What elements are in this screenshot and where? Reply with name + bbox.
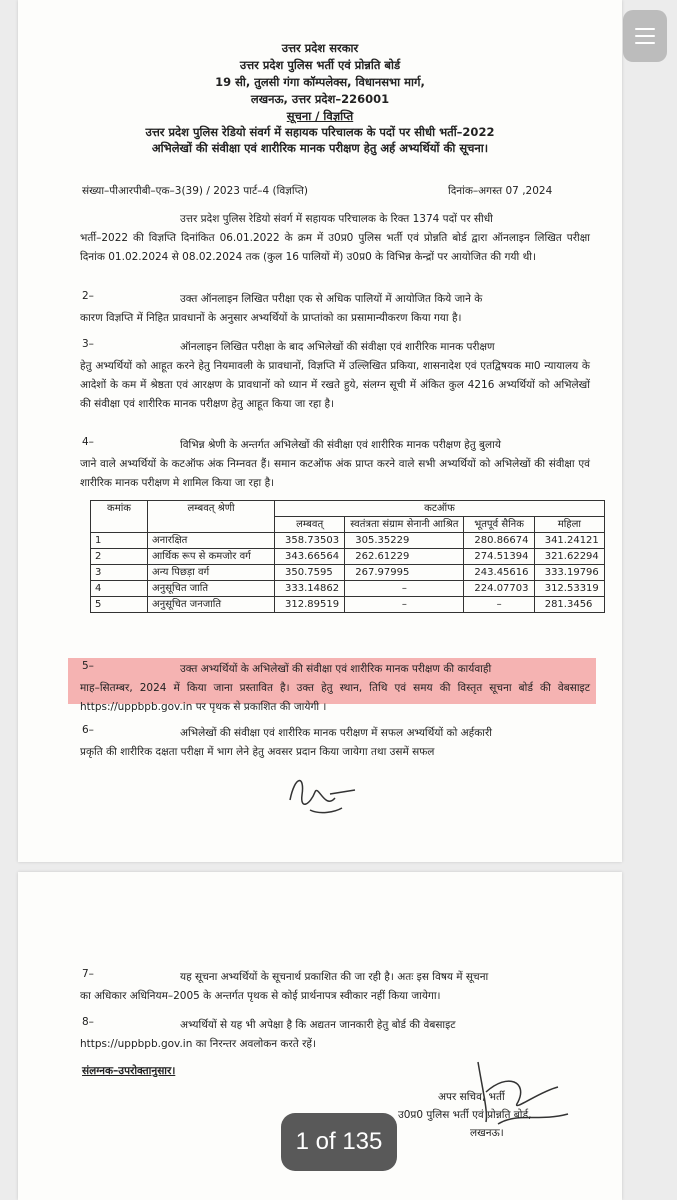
paragraph-7 (80, 968, 590, 1006)
menu-icon (635, 28, 655, 30)
row-category: अन्य पिछड़ा वर्ग (148, 565, 275, 581)
cutoff-value: 243.45616 (464, 565, 534, 581)
header-government: उत्तर प्रदेश सरकार (281, 41, 359, 55)
header-address: 19 सी, तुलसी गंगा कॉम्पलेक्स, विधानसभा मार्ग, (215, 75, 425, 89)
paragraph-5-rest: माह–सितम्बर, 2024 में किया जाना प्रस्तावित है। उक्त हेतु स्थान, तिथि एवं समय की विस्तृत सूचना बोर्ड की वेबसाइट https://uppbpb.gov.in पर पृथक से प्रकाशित की जायेगी । (80, 682, 590, 713)
row-category: अनुसूचित जनजाति (148, 597, 275, 613)
row-number: 1 (91, 533, 148, 549)
cutoff-value: 224.07703 (464, 581, 534, 597)
cutoff-value: 281.3456 (534, 597, 604, 613)
col-ex-serviceman: भूतपूर्व सैनिक (464, 517, 534, 533)
row-number: 4 (91, 581, 148, 597)
paragraph-2-rest: कारण विज्ञप्ति में निहित प्रावधानों के अनुसार अभ्यर्थियों के प्राप्तांको का प्रसामान्यीकरण किया गया है। (80, 312, 462, 324)
header-city: लखनऊ, उत्तर प्रदेश–226001 (250, 92, 390, 106)
paragraph-7-rest: का अधिकार अधिनियम–2005 के अन्तर्गत पृथक से कोई प्रार्थनापत्र स्वीकार नहीं किया जायेगा। (80, 990, 441, 1002)
cutoff-value: 358.73503 (275, 533, 345, 549)
paragraph-2-number: 2– (82, 290, 94, 302)
signatory-org: उ0प्र0 पुलिस भर्ती एवं प्रोन्नति बोर्ड, (398, 1109, 532, 1121)
row-category: अनारक्षित (148, 533, 275, 549)
initials-signature (280, 770, 370, 820)
paragraph-3-rest: हेतु अभ्यर्थियों को आहूत करने हेतु नियमावली के प्रावधानों, विज्ञप्ति में उल्लिखित प्रकिया, शासनादेश एवं एतद्विषयक मा0 न्यायालय के आदेशों के कम में श्रेष्ठता एवं आरक्षण के प्रावधानों को ध्यान में रखते हुये, संलग्न सूची में अंकित कुल 4216 अभ्यर्थियों को अभिलेखों की संवीक्षा एवं शारीरिक मानक परीक्षण हेतु आहूत किया जा रहा है। (80, 360, 590, 410)
paragraph-2 (80, 290, 590, 328)
table-row (91, 597, 605, 613)
cutoff-value: – (345, 597, 464, 613)
row-number: 3 (91, 565, 148, 581)
paragraph-3-first: ऑनलाइन लिखित परीक्षा के बाद अभिलेखों की संवीक्षा एवं शारीरिक मानक परीक्षण (180, 341, 495, 353)
cutoff-value: – (464, 597, 534, 613)
cutoff-value: 341.24121 (534, 533, 604, 549)
cutoff-value: 333.19796 (534, 565, 604, 581)
row-category: अनुसूचित जाति (148, 581, 275, 597)
signatory-place: लखनऊ। (470, 1127, 504, 1139)
col-vertical: लम्बवत् (275, 517, 345, 533)
paragraph-6-rest: प्रकृति की शारीरिक दक्षता परीक्षा में भाग लेने हेतु अवसर प्रदान किया जायेगा तथा उसमें सफल (80, 746, 435, 758)
cutoff-value: 343.66564 (275, 549, 345, 565)
paragraph-6-number: 6– (82, 724, 94, 736)
row-number: 5 (91, 597, 148, 613)
col-freedom-fighter: स्वतंत्रता संग्राम सेनानी आश्रित (345, 517, 464, 533)
cutoff-value: 350.7595 (275, 565, 345, 581)
row-number: 2 (91, 549, 148, 565)
cutoff-value: 312.89519 (275, 597, 345, 613)
table-row (91, 549, 605, 565)
cutoff-value: 274.51394 (464, 549, 534, 565)
paragraph-8-rest: https://uppbpb.gov.in का निरन्तर अवलोकन करते रहें। (80, 1038, 316, 1050)
paragraph-5 (80, 660, 590, 717)
paragraph-6 (80, 724, 590, 762)
paragraph-4-rest: जाने वाले अभ्यर्थियों के कटऑफ अंक निम्नवत हैं। समान कटऑफ अंक प्राप्त करने वाले सभी अभ्यर्थियों को अभिलेखों की संवीक्षा एवं शारीरिक मानक परीक्षण मे शामिल किया जा रहा है। (80, 458, 590, 489)
subject-line-2: अभिलेखों की संवीक्षा एवं शारीरिक मानक परीक्षण हेतु अर्ह अभ्यर्थियों की सूचना। (151, 141, 489, 155)
cutoff-value: 312.53319 (534, 581, 604, 597)
cutoff-value: 280.86674 (464, 533, 534, 549)
table-row (91, 565, 605, 581)
table-row (91, 581, 605, 597)
paragraph-4-first: विभिन्न श्रेणी के अन्तर्गत अभिलेखों की संवीक्षा एवं शारीरिक मानक परीक्षण हेतु बुलाये (180, 439, 501, 451)
paragraph-6-first: अभिलेखों की संवीक्षा एवं शारीरिक मानक परीक्षण में सफल अभ्यर्थियों को अर्हकारी (180, 727, 493, 739)
col-cutoff: कटऑफ (275, 501, 605, 517)
paragraph-5-number: 5– (82, 660, 94, 672)
cutoff-value: 333.14862 (275, 581, 345, 597)
signatory-title: अपर सचिव, भर्ती (438, 1091, 505, 1103)
col-female: महिला (534, 517, 604, 533)
cutoff-table (90, 500, 605, 613)
paragraph-2-first: उक्त ऑनलाइन लिखित परीक्षा एक से अधिक पालियों में आयोजित किये जाने के (180, 293, 483, 305)
cutoff-value: – (345, 581, 464, 597)
cutoff-value: 267.97995 (345, 565, 464, 581)
notice-date: दिनांक–अगस्त 07 ,2024 (448, 185, 553, 197)
table-row (91, 533, 605, 549)
paragraph-3-number: 3– (82, 338, 94, 350)
cutoff-value: 305.35229 (345, 533, 464, 549)
paragraph-1-rest: भर्ती–2022 की विज्ञप्ति दिनांकित 06.01.2022 के क्रम में उ0प्र0 पुलिस भर्ती एवं प्रोन्नति बोर्ड द्वारा ऑनलाइन लिखित परीक्षा दिनांक 01.02.2024 से 08.02.2024 तक (कुल 16 पालियों में) उ0प्र0 के विभिन्न केन्द्रों पर आयोजित की गयी थी। (80, 232, 590, 263)
cutoff-value: 321.62294 (534, 549, 604, 565)
header-board: उत्तर प्रदेश पुलिस भर्ती एवं प्रोन्नति बोर्ड (239, 58, 401, 72)
cutoff-value: 262.61229 (345, 549, 464, 565)
paragraph-8-number: 8– (82, 1016, 94, 1028)
col-category: लम्बवत् श्रेणी (148, 501, 275, 533)
notice-label: सूचना / विज्ञप्ति (286, 109, 354, 123)
paragraph-8-first: अभ्यर्थियों से यह भी अपेक्षा है कि अद्यतन जानकारी हेतु बोर्ड की वेबसाइट (180, 1019, 456, 1031)
paragraph-4-number: 4– (82, 436, 94, 448)
row-category: आर्थिक रूप से कमजोर वर्ग (148, 549, 275, 565)
menu-icon-line (635, 42, 655, 44)
page-indicator: 1 of 135 (281, 1113, 397, 1171)
paragraph-7-number: 7– (82, 968, 94, 980)
scroll-handle[interactable] (623, 10, 667, 62)
paragraph-8 (80, 1016, 590, 1054)
reference-number: संख्या–पीआरपीबी–एक–3(39) / 2023 पार्ट–4 (विज्ञप्ति) (82, 185, 308, 197)
paragraph-1-first: उत्तर प्रदेश पुलिस रेडियो संवर्ग में सहायक परिचालक के रिक्त 1374 पदों पर सीधी (180, 213, 493, 225)
paragraph-3 (80, 338, 590, 414)
document-page-1 (18, 0, 622, 862)
paragraph-4 (80, 436, 590, 493)
paragraph-5-first: उक्त अभ्यर्थियों के अभिलेखों की संवीक्षा एवं शारीरिक मानक परीक्षण की कार्यवाही (180, 663, 492, 675)
menu-icon-line (635, 35, 655, 37)
enclosure-note: संलग्नक–उपरोक्तानुसार। (82, 1065, 176, 1077)
subject-line-1: उत्तर प्रदेश पुलिस रेडियो संवर्ग में सहायक परिचालक के पदों पर सीधी भर्ती–2022 (145, 125, 495, 139)
paragraph-1 (80, 210, 590, 267)
paragraph-7-first: यह सूचना अभ्यर्थियों के सूचनार्थ प्रकाशित की जा रही है। अतः इस विषय में सूचना (180, 971, 489, 983)
col-kramank: कमांक (91, 501, 148, 533)
